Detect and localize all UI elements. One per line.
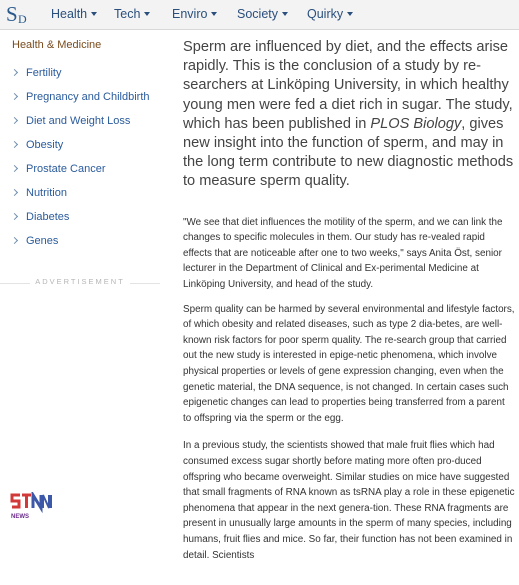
nav-quirky-label: Quirky (307, 7, 344, 21)
article-paragraph-quote: "We see that diet influences the motility of the sperm, and we can link the changes to specific molecules in them. Our study has re-vealed rapid effects that are noticeable after one to two weeks," says Anita Öst, senior lecturer in the Department of Clinical and Ex-perimental Medicine at Linköping University, and head of the study. (183, 216, 503, 290)
caret-down-icon (211, 12, 217, 16)
sidebar-item-label: Fertility (26, 67, 62, 79)
sidebar-item-pregnancy[interactable] (12, 91, 150, 103)
sidebar-item-obesity[interactable] (12, 139, 63, 151)
caret-down-icon (91, 12, 97, 16)
nav-tech-label: Tech (114, 7, 141, 21)
article-paragraph-previous-study: In a previous study, the scientists showed that male fruit flies which had consumed excess sugar shortly before mating more often pro-duced offspring who became overweight. Similar studies on mice have suggested that small fragments of RNA known as tsRNA play a role in these epigenetic phenomena that appear in the next genera-tion. These RNA fragments are present in unusually large amounts in the sperm of many species, including humans, fruit flies and mice. So far, their function has not been examined in detail. Scientists (183, 440, 515, 561)
nav-health[interactable] (51, 7, 97, 21)
lead-text-before: Sperm are influenced by diet, and the effects arise rapidly. This is the conclusion of a study by re-searchers at Linköping University, in which healthy young men were fed a diet rich in sugar. The study, which has been published in (183, 39, 513, 132)
sidebar-heading: Health & Medicine (12, 39, 102, 51)
article-body (183, 38, 515, 575)
sidebar-item-fertility[interactable] (12, 67, 61, 79)
sidebar-item-label: Diabetes (26, 211, 70, 223)
caret-down-icon (144, 12, 150, 16)
sidebar-item-label: Prostate Cancer (26, 163, 106, 175)
sidebar-item-prostate-cancer[interactable] (12, 163, 105, 175)
journal-name[interactable]: PLOS Biology (370, 115, 462, 132)
nav-quirky[interactable] (307, 7, 353, 21)
article-paragraph-epigenetics: Sperm quality can be harmed by several environmental and lifestyle factors, of which obesity and related diseases, such as type 2 dia-betes, are well-known risk factors for poor sperm quality. The re-search group that carried out the new study is interested in epige-netic phenomena, which involve physical properties or levels of gene expression changing, even when the genetic material, the DNA sequence, is not changed. In certain cases such epigenetic changes can lead to properties being transferred from a parent to offspring via the sperm or the egg. (183, 303, 515, 424)
nav-enviro-label: Enviro (172, 7, 208, 21)
advertisement-label: ADVERTISEMENT (30, 277, 130, 286)
article-lead (183, 38, 515, 192)
chevron-right-icon (11, 213, 18, 220)
sidebar-item-diet[interactable] (12, 115, 130, 127)
caret-down-icon (347, 12, 353, 16)
sidebar-item-label: Diet and Weight Loss (26, 115, 131, 127)
sidebar-item-label: Nutrition (26, 187, 67, 199)
sidebar-item-genes[interactable] (12, 235, 58, 247)
chevron-right-icon (11, 69, 18, 76)
sidebar-item-label: Pregnancy and Childbirth (26, 91, 150, 103)
nav-society[interactable] (237, 7, 288, 21)
caret-down-icon (282, 12, 288, 16)
chevron-right-icon (11, 189, 18, 196)
top-nav-bar (0, 0, 519, 30)
nav-enviro[interactable] (172, 7, 217, 21)
lead-text-after: , gives new insight into the function of sperm, and may in the long term contribute to new diagnostic methods to measure sperm quality. (183, 115, 514, 190)
chevron-right-icon (11, 93, 18, 100)
logo-letter-d: D (18, 12, 27, 26)
nav-tech[interactable] (114, 7, 150, 21)
sidebar-item-diabetes[interactable] (12, 211, 69, 223)
chevron-right-icon (11, 141, 18, 148)
logo-letter-s: S (6, 2, 18, 26)
ad-logo-text: NEWS (11, 514, 29, 520)
sidebar-item-label: Genes (26, 235, 59, 247)
nav-society-label: Society (237, 7, 278, 21)
chevron-right-icon (11, 237, 18, 244)
sidebar-item-label: Obesity (26, 139, 64, 151)
sidebar (0, 30, 160, 585)
sidebar-item-nutrition[interactable] (12, 187, 67, 199)
nav-health-label: Health (51, 7, 88, 21)
chevron-right-icon (11, 117, 18, 124)
chevron-right-icon (11, 165, 18, 172)
